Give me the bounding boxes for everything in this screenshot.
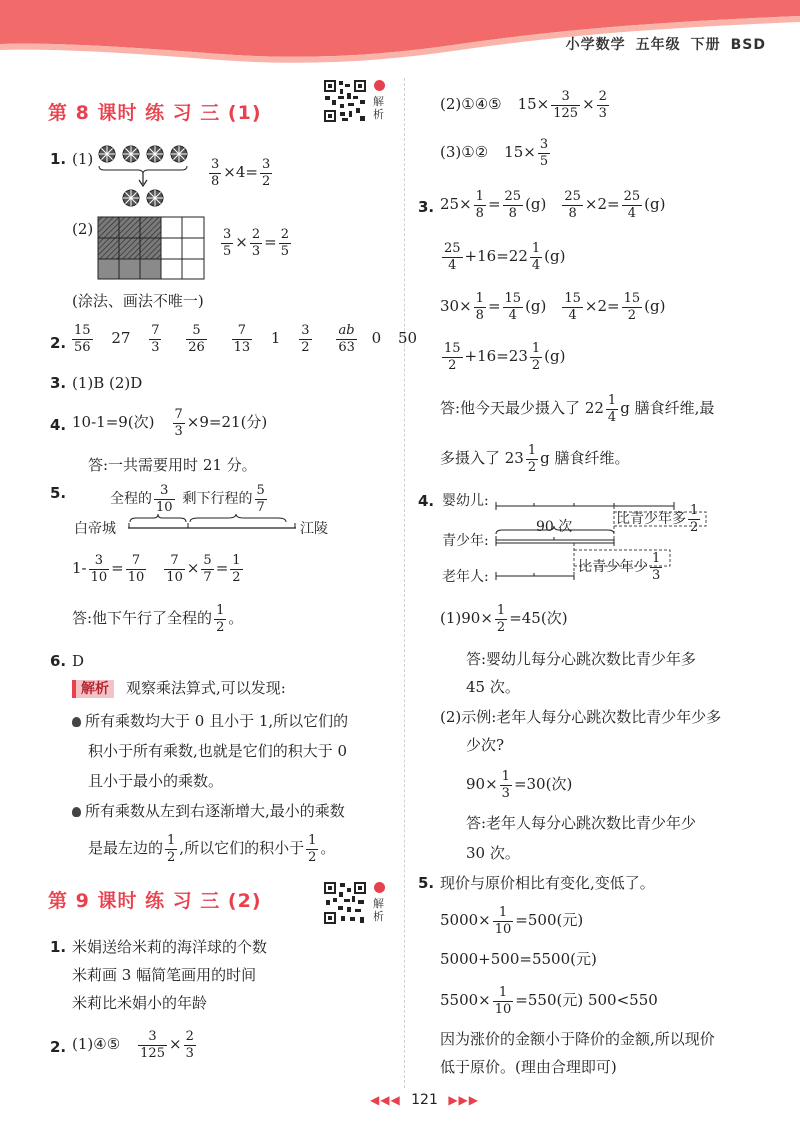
header-term: 下册 [690,37,721,53]
r-q4-elder-label: 老年人: [442,569,489,585]
l9-q1-number: 1. [50,938,67,956]
prev-arrows-icon: ◀◀◀ [370,1093,401,1107]
q1-eq1: $\frac{3}{8}$ ×4= $\frac{3}{2}$ [211,157,271,189]
r-q3-line4: $\frac{15}{2}$ +16=23 $\frac{1}{2}$ (g) [444,341,566,373]
q4-answer: 答:一共需要用时 21 分。 [88,456,257,474]
r-q4-infant-label: 婴幼儿: [442,493,489,509]
q5-end-city: 江陵 [300,521,328,537]
q6-bullet1-line1: 所有乘数均大于 0 且小于 1,所以它们的 [72,714,348,729]
q5-start-city: 白帝城 [74,521,116,537]
r-q2-part2: (2)①④⑤ 15× $\frac{3}{125}$ × $\frac{2}{3}$ [440,89,607,121]
q6-bullet1-line3: 且小于最小的乘数。 [88,772,224,790]
lightbulb-icon [72,807,81,817]
r-q4-answer2-line1: 答:老年人每分心跳次数比青少年少 [466,814,697,832]
q1-part1-label: (1) [72,150,94,168]
r-q3-line1: 25× $\frac{1}{8}$ = $\frac{25}{8}$ (g) $\frac{25}{8}$ ×2= $\frac{25}{4}$ (g) [440,189,666,221]
r-q4-less-label: 比青少年少 $\frac{1}{3}$ [578,551,661,583]
q4-eq: 10-1=9(次) $\frac{7}{3}$ ×9=21(分) [72,407,268,439]
r-q5-line2: 5000+500=5500(元) [440,950,597,968]
lesson8-title: 第 8 课时 练 习 三 (1) [48,102,262,124]
q4-number: 4. [50,416,67,434]
r-q5-text: 现价与原价相比有变化,变低了。 [440,874,655,892]
l9-q1-line1: 米娟送给米莉的海洋球的个数 [72,938,268,956]
analysis-tag: 解析 [72,680,114,698]
qr-label: 解析 [373,897,384,923]
q6-bullet2-line1: 所有乘数从左到右逐渐增大,最小的乘数 [72,804,345,819]
r-q5-line3: 5500× $\frac{1}{10}$ =550(元) 500<550 [440,985,658,1017]
q5-label-top: 全程的 $\frac{3}{10}$ 剩下行程的 $\frac{5}{7}$ [110,483,265,515]
r-q4-part2-line2: 少次? [466,736,505,754]
r-q5-line1: 5000× $\frac{1}{10}$ =500(元) [440,905,584,937]
q3-answer: (1)B (2)D [72,374,143,392]
q3-number: 3. [50,374,67,392]
q6-bullet2-line2: 是最左边的 $\frac{1}{2}$ ,所以它们的积小于 $\frac{1}{2}$ 。 [88,833,336,865]
r-q5-reason-line2: 低于原价。(理由合理即可) [440,1058,617,1076]
r-q3-line3: 30× $\frac{1}{8}$ = $\frac{15}{4}$ (g) $\frac{15}{4}$ ×2= $\frac{15}{2}$ (g) [440,291,666,323]
q6-number: 6. [50,652,67,670]
r-q4-part1: (1)90× $\frac{1}{2}$ =45(次) [440,603,568,635]
q5-number: 5. [50,484,67,502]
header-grade: 五年级 [635,37,681,53]
r-q4-answer2-line2: 30 次。 [466,844,520,862]
play-icon [374,882,385,893]
page-number: ◀◀◀ 121 ▶▶▶ [370,1092,480,1108]
header-subject: 小学数学 [565,37,626,53]
r-q4-part2-eq: 90× $\frac{1}{3}$ =30(次) [466,769,573,801]
qr-code-icon[interactable] [322,78,368,124]
header-edition: BSD [730,37,766,53]
q6-answer: D [72,652,85,670]
header-info [556,34,766,54]
l9-q2-number: 2. [50,1038,67,1056]
r-q4-answer1-line2: 45 次。 [466,678,520,696]
q6-bullet1-line2: 积小于所有乘数,也就是它们的积大于 0 [88,742,348,760]
l9-q2-part1: (1)④⑤ $\frac{3}{125}$ × $\frac{2}{3}$ [72,1029,194,1061]
q5-eq: 1- $\frac{3}{10}$ = $\frac{7}{10}$ $\frac{7}{10}$ × $\frac{5}{7}$ = $\frac{1}{2}$ [72,553,241,585]
q5-journey-line [128,514,298,534]
r-q4-answer1-line1: 答:婴幼儿每分心跳次数比青少年多 [466,650,697,668]
q1-grid-diagram [97,216,205,280]
r-q4-count: 90 次 [536,519,573,535]
q1-eq2: $\frac{3}{5}$ × $\frac{2}{3}$ = $\frac{2}{5}$ [223,227,289,259]
q2-answers: $\frac{15}{56}$ 27 $\frac{7}{3}$ $\frac{5}{26}$ $\frac{7}{13}$ 1 $\frac{3}{2}$ $\frac{ab}{63}$ 0 50 [74,323,418,355]
lightbulb-icon [72,717,81,727]
q1-number: 1. [50,150,67,168]
r-q2-part3: (3)①② 15× $\frac{3}{5}$ [440,137,549,169]
r-q4-part2-line1: (2)示例:老年人每分心跳次数比青少年少多 [440,708,722,726]
r-q4-teen-label: 青少年: [442,533,489,549]
r-q3-answer1: 答:他今天最少摄入了 22 $\frac{1}{4}$ g 膳食纤维,最 [440,393,715,425]
qr-label: 解析 [373,95,384,121]
qr-code-icon[interactable] [322,880,368,926]
lesson9-title: 第 9 课时 练 习 三 (2) [48,890,262,912]
column-divider [404,78,405,1088]
header-banner [0,0,800,66]
q1-note: (涂法、画法不唯一) [72,292,204,310]
r-q5-number: 5. [418,874,435,892]
q6-analysis: 解析 观察乘法算式,可以发现: [72,680,286,698]
q5-answer: 答:他下午行了全程的 $\frac{1}{2}$ 。 [72,603,244,635]
r-q3-line2: $\frac{25}{4}$ +16=22 $\frac{1}{4}$ (g) [444,241,566,273]
play-icon [374,80,385,91]
r-q5-reason-line1: 因为涨价的金额小于降价的金额,所以现价 [440,1030,715,1048]
l9-q1-line2: 米莉画 3 幅简笔画用的时间 [72,966,257,984]
r-q4-more-label: 比青少年多 $\frac{1}{2}$ [616,503,699,535]
q1-part2-label: (2) [72,220,94,238]
r-q4-number: 4. [418,492,435,510]
next-arrows-icon: ▶▶▶ [448,1093,480,1107]
r-q3-answer2: 多摄入了 23 $\frac{1}{2}$ g 膳食纤维。 [440,443,630,475]
l9-q1-line3: 米莉比米娟小的年龄 [72,994,208,1012]
q1-cake-diagram [98,144,194,210]
r-q3-number: 3. [418,198,435,216]
q2-number: 2. [50,334,67,352]
